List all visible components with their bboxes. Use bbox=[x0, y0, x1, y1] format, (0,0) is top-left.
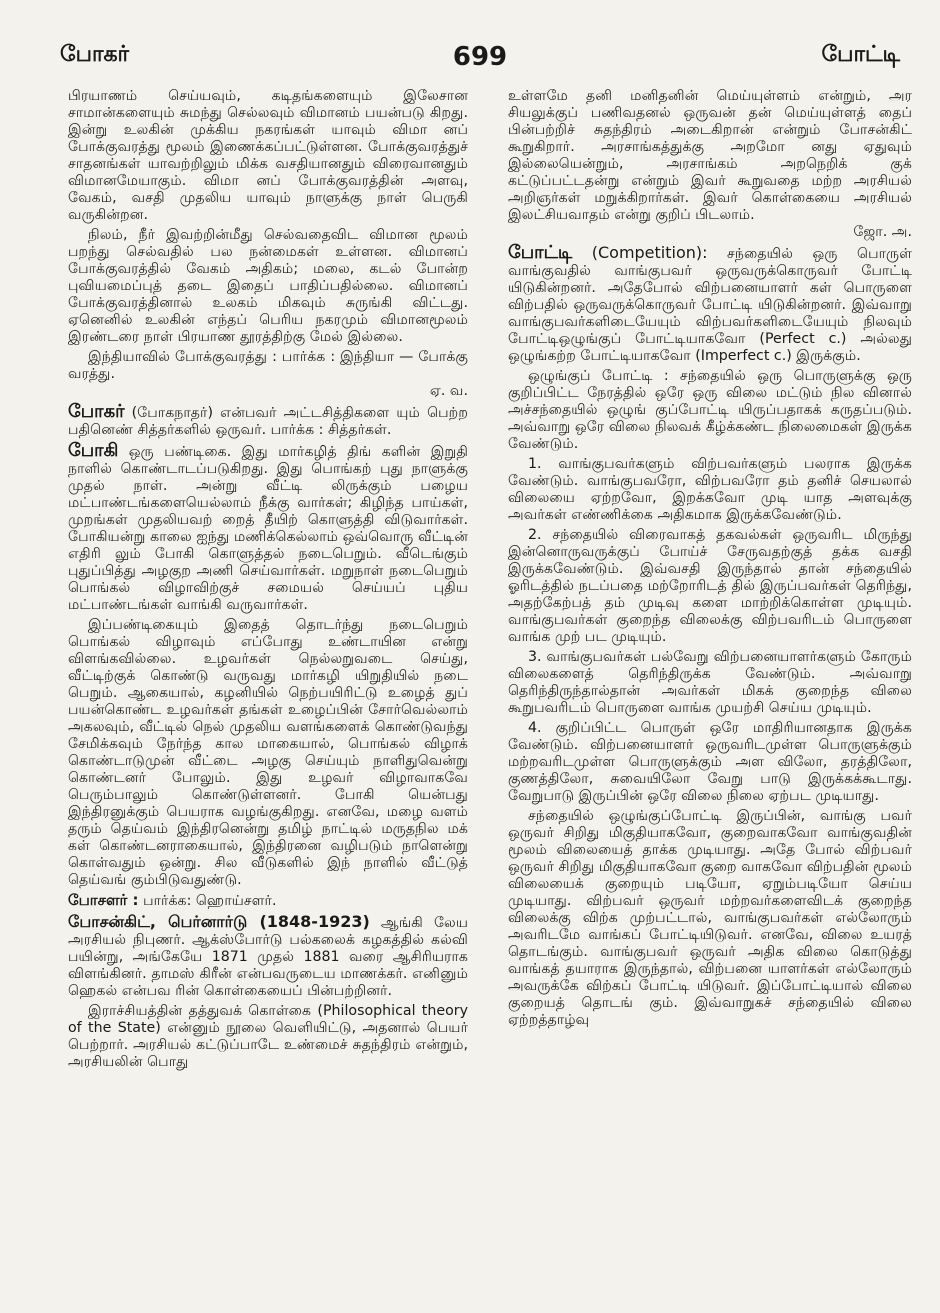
author-initials: ஏ. வ. bbox=[429, 383, 468, 399]
list-item: 1. வாங்குபவர்களும் விற்பவர்களும் பலராக இருக்க வேண்டும். வாங்குபவரோ, விற்பவரோ தம் தனிச் செயலால் விலையை ஏற்றவோ, இறக்கவோ முடி யாத அளவுக்கு அவர்கள் எண்ணிக்கை அதிகமாக இருக்கவேண்டும். bbox=[508, 456, 912, 523]
header-left-word: போகர் bbox=[60, 42, 130, 67]
entry-text: ஒரு பண்டிகை. இது மார்கழித் திங் களின் இறுதி நாளில் கொண்டாடப்படுகிறது. இது பொங்கற் புது நாளுக்கு முதல் நாள். அன்று வீட்டி லிருக்கும் பழைய மட்பாண்டங்களையெல்லாம் நீக்கு வார்கள்; கிழிந்த பாய்கள், முறங்கள் முதலியவற் றைத் தீயிற் கொளுத்தி விடுவார்கள். போகியன்று காலை ஐந்து மணிக்கெல்லாம் ஒவ்வொரு வீட்டின் எதிரி லும் போகி கொளுத்தல் நடைபெறும். வீடெங்கும் புதுப்பித்து அழகுற அணி செய்வார்கள். மறுநாள் நடைபெறும் பொங்கல் விழாவிற்குச் சமையல் செய்யப் புதிய மட்பாண்டங்கள் வாங்கி வருவார்கள். bbox=[68, 444, 468, 613]
paragraph: ஒழுங்குப் போட்டி : சந்தையில் ஒரு பொருளுக்கு ஒரு குறிப்பிட்ட நேரத்தில் ஒரே ஒரு விலை மட்டும் நில வினால் அச்சந்தையில் ஒழுங் குப்போட்டி யிருப்பதாகக் கருதப்படும். அவ்வாறு ஒரே விலை நிலவக் கீழ்க்கண்ட நிலைமைகள் இருக்க வேண்டும். bbox=[508, 368, 912, 452]
headword: போகர் bbox=[68, 401, 125, 422]
list-item: 4. குறிப்பிட்ட பொருள் ஒரே மாதிரியானதாக இருக்க வேண்டும். விற்பனையாளர் ஒருவரிடமுள்ள பொருளுக்கும் மற்றவரிடமுள்ள பொருளுக்கும் அள விலோ, தரத்திலோ, குணத்திலோ, சுவையிலோ வேறு பாடு இருக்கக்கூடாது. வேறுபாடு இருப்பின் ஒரே விலை நிலை ஏற்பட முடியாது. bbox=[508, 720, 912, 804]
headword: போசளர் : bbox=[68, 891, 139, 909]
headword: போட்டி bbox=[508, 242, 573, 263]
page-number: 699 bbox=[452, 42, 508, 72]
entry-bosalar bbox=[68, 892, 468, 910]
paragraph bbox=[68, 349, 468, 400]
headword: போகி bbox=[68, 440, 119, 461]
headword: போசன்கிட், பெர்னார்டு (1848-1923) bbox=[68, 912, 370, 931]
left-column bbox=[68, 88, 468, 1074]
cross-reference: இந்தியாவில் போக்குவரத்து : பார்க்க : இந்தியா — போக்கு வரத்து. bbox=[68, 349, 468, 382]
entry-bosanquet bbox=[68, 913, 468, 1000]
header-right-word: போட்டி bbox=[821, 42, 900, 67]
headword-english: (Competition): bbox=[591, 243, 708, 262]
entry-bogar bbox=[68, 403, 468, 439]
page-header bbox=[60, 42, 900, 82]
right-column bbox=[508, 88, 912, 1032]
entry-competition bbox=[508, 244, 912, 365]
entry-text: ஆங்கி லேய அரசியல் நிபுணர். ஆக்ஸ்போர்டு பல்கலைக் கழகத்தில் கல்வி பயின்று, அங்கேயே 1871 முதல் 1881 வரை ஆசிரியராக விளங்கினர். தாமஸ் கிரீன் என்பவருடைய மாணக்கர். எனினும் ஹெகல் என்பவ ரின் கொள்கையைப் பின்பற்றினர். bbox=[68, 915, 468, 999]
entry-text: சந்தையில் ஒரு பொருள் வாங்குவதில் வாங்குபவர் ஒருவருக்கொருவர் போட்டி யிடுகின்றனர். அதேபோல் விற்பனையாளர் கள் பொருளை விற்பதில் ஒருவருக்கொருவர் போட்டி யிடுகின்றனர். இவ்வாறு வாங்குபவர்களிடையேயும் விற்பவர்களிடையேயும் நிலவும் போட்டிஒழுங்குப் போட்டியாகவோ (Perfect c.) அல்லது ஒழுங்கற்ற போட்டியாகவோ (Imperfect c.) இருக்கும். bbox=[508, 246, 912, 364]
list-item: 3. வாங்குபவர்கள் பல்வேறு விற்பனையாளர்களும் கோரும் விலைகளைத் தெரிந்திருக்க வேண்டும். அவ்வாறு தெரிந்திருந்தால்தான் அவர்கள் மிகக் குறைந்த விலை கூறுபவரிடம் பொருளை வாங்க முயற்சி செய்ய முடியும். bbox=[508, 649, 912, 716]
entry-text: பார்க்க: ஹொய்சளர். bbox=[143, 893, 277, 909]
list-item: 2. சந்தையில் விரைவாகத் தகவல்கள் ஒருவரிட மிருந்து இன்னொருவருக்குப் போய்ச் சேருவதற்குத் தக்க வசதி இருக்கவேண்டும். இவ்வசதி இருந்தால் தான் சந்தையில் ஓரிடத்தில் நடப்பதை மற்றோரிடத் தில் இருப்பவர்கள் தெரிந்து, அதற்கேற்பத் தம் முடிவு களை மாற்றிக்கொள்ள முடியும். வாங்குபவர்கள் குறைந்த விலைக்கு விற்பவரிடம் பொருளை வாங்க முற் பட முடியும். bbox=[508, 527, 912, 645]
author-initials: ஜோ. அ. bbox=[853, 224, 912, 240]
paragraph: இராச்சியத்தின் தத்துவக் கொள்கை (Philosophical theory of the State) என்னும் நூலை வெளியிட்டு, அதனால் பெயர் பெற்றார். அரசியல் கட்டுப்பாடே உண்மைச் சுதந்திரம் என்றும், அரசியலின் பொது bbox=[68, 1003, 468, 1070]
entry-bogi bbox=[68, 442, 468, 614]
paragraph: சந்தையில் ஒழுங்குப்போட்டி இருப்பின், வாங்கு பவர் ஒருவர் சிறிது மிகுதியாகவோ, குறைவாகவோ வாங்குவதின் மூலம் விலையைத் தாக்க முடியாது. அதே போல் விற்பவர் ஒருவர் சிறிது மிகுதியாகவோ குறை வாகவோ விற்பதின் மூலம் விலையைக் குறையும் படியோ, ஏறும்படியோ செய்ய முடியாது. விற்பவர் ஒருவர் மற்றவர்களைவிடக் குறைந்த விலைக்கு விற்க முற்பட்டால், வாங்குபவர்கள் எல்லோரும் அவரிடமே வாங்கப் போட்டியிடுவர். எனவே, விலை உயரத் தொடங்கும். வாங்குபவர் ஒருவர் அதிக விலை கொடுத்து வாங்கத் தயாராக இருந்தால், விற்பனை யாளர்கள் எல்லோரும் அவருக்கே விற்கப் போட்டி யிடுவர். இப்போட்டியால் விலை குறையத் தொடங் கும். இவ்வாறுகச் சந்தையில் விலை ஏற்றத்தாழ்வு bbox=[508, 808, 912, 1028]
entry-text: (போகநாதர்) என்பவர் அட்டசித்திகளை யும் பெற்ற பதினெண் சித்தர்களில் ஒருவர். பார்க்க : சித்தர்கள். bbox=[68, 405, 468, 438]
paragraph: நிலம், நீர் இவற்றின்மீது செல்வதைவிட விமான மூலம் பறந்து செல்வதில் பல நன்மைகள் உள்ளன. விமானப் போக்குவரத்தில் வேகம் அதிகம்; மலை, கடல் போன்ற புவியமைப்புத் தடை இதைப் பாதிப்பதில்லை. விமானப் போக்குவரத்தினால் உலகம் மிகவும் சுருங்கி விட்டது. ஏனெனில் உலகின் எந்தப் பெரிய நகரமும் விமானமூலம் இரண்டரை நாள் பிரயாண தூரத்திற்கு மேல் இல்லை. bbox=[68, 227, 468, 345]
paragraph bbox=[508, 88, 912, 241]
paragraph-text: உள்ளமே தனி மனிதனின் மெய்யுள்ளம் என்றும், அர சியலுக்குப் பணிவதனல் ஒருவன் தன் மெய்யுள்ளத் தைப் பின்பற்றிச் சுதந்திரம் அடைகிறான் என்றும் போசன்கிட் கூறுகிறார். அரசாங்கத்துக்கு அறமோ னது ஏதுவும் இல்லையென்றும், அரசாங்கம் அறநெறிக் குக் கட்டுப்பட்டதன்று என்றும் இவர் கூறுவதை மற்ற அரசியல் அறிஞர்கள் மறுக்கிறார்கள். இவர் கொள்கையை அரசியல் இலட்சியவாதம் என்று குறிப் பிடலாம். bbox=[508, 88, 912, 223]
paragraph: பிரயாணம் செய்யவும், கடிதங்களையும் இலேசான சாமான்களையும் சுமந்து செல்லவும் விமானம் பயன்படு கிறது. இன்று உலகின் முக்கிய நகரங்கள் யாவும் விமா னப் போக்குவரத்து மூலம் இணைக்கப்பட்டுள்ளன. போக்குவரத்துச் சாதனங்கள் யாவற்றிலும் மிக்க வசதியானதும் விரைவானதும் விமானமேயாகும். விமா னப் போக்குவரத்தின் அளவு, வேகம், வசதி முதலிய யாவும் நாளுக்கு நாள் பெருகி வருகின்றன. bbox=[68, 88, 468, 223]
paragraph: இப்பண்டிகையும் இதைத் தொடர்ந்து நடைபெறும் பொங்கல் விழாவும் எப்போது உண்டாயின என்று விளங்கவில்லை. உழவர்கள் நெல்லறுவடை செய்து, வீட்டிற்குக் கொண்டு வருவது மார்கழி யிறுதியில் நடை பெறும். ஆகையால், கழனியில் நெற்பயிரிட்டு உழைத் துப் பயன்கொண்ட உழவர்கள் தங்கள் உழைப்பின் சோர்வெல்லாம் அகலவும், வீட்டில் நெல் முதலிய வளங்களைக் கொண்டுவந்து சேமிக்கவும் நேர்ந்த கால மாகையால், பொங்கல் விழாக் கொண்டாடுமுன் வீட்டை அழகு செய்யும் நாளிதுவென்று கொண்டனர் போலும். இது உழவர் விழாவாகவே பெரும்பாலும் கொண்டுள்ளனர். போகி யென்பது இந்திரனுக்கும் பெயராக வழங்குகிறது. எனவே, மழை வளம் தரும் தெய்வம் இந்திரனென்று தமிழ் நாட்டில் மருதநில மக் கள் கொண்டனராகையால், இந்திரனை வழிபடும் நாளென்று கொள்வதும் ஒன்று. சில வீடுகளில் இந் நாளில் வீட்டுத் தெய்வங் கும்பிடுவதுண்டு. bbox=[68, 617, 468, 888]
